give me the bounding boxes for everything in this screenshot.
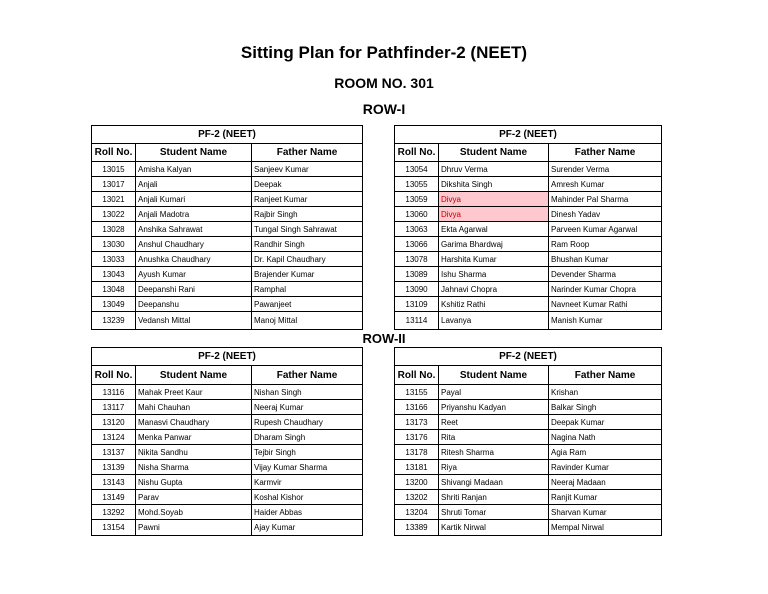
group-header: PF-2 (NEET) — [92, 126, 363, 144]
roll-cell: 13015 — [92, 162, 136, 177]
roll-cell: 13021 — [92, 192, 136, 207]
table-row — [395, 312, 662, 330]
roll-cell: 13292 — [92, 505, 136, 520]
group-header: PF-2 (NEET) — [395, 126, 662, 144]
student-name-cell: Nikita Sandhu — [136, 445, 252, 460]
table-row — [395, 385, 662, 400]
student-name-cell: Vedansh Mittal — [136, 312, 252, 330]
student-name-cell: Ishu Sharma — [439, 267, 549, 282]
student-name-cell: Manasvi Chaudhary — [136, 415, 252, 430]
roll-cell: 13173 — [395, 415, 439, 430]
table-row — [92, 415, 363, 430]
table-row — [395, 297, 662, 312]
father-name-cell: Ravinder Kumar — [549, 460, 662, 475]
roll-cell: 13154 — [92, 520, 136, 536]
father-name-cell: Pawanjeet — [252, 297, 363, 312]
roll-cell: 13178 — [395, 445, 439, 460]
father-name-cell: Devender Sharma — [549, 267, 662, 282]
student-name-cell: Harshita Kumar — [439, 252, 549, 267]
student-header: Student Name — [136, 366, 252, 385]
table-row — [395, 460, 662, 475]
table-row — [92, 312, 363, 330]
table-row — [92, 520, 363, 536]
table-row — [395, 445, 662, 460]
table-row — [92, 475, 363, 490]
student-name-cell: Priyanshu Kadyan — [439, 400, 549, 415]
table-row — [92, 252, 363, 267]
table-row — [92, 222, 363, 237]
father-name-cell: Dr. Kapil Chaudhary — [252, 252, 363, 267]
student-name-cell: Ritesh Sharma — [439, 445, 549, 460]
father-name-cell: Mempal Nirwal — [549, 520, 662, 536]
group-header: PF-2 (NEET) — [92, 348, 363, 366]
father-name-cell: Dharam Singh — [252, 430, 363, 445]
roll-cell: 13028 — [92, 222, 136, 237]
table-row — [92, 162, 363, 177]
roll-cell: 13059 — [395, 192, 439, 207]
roll-cell: 13143 — [92, 475, 136, 490]
father-name-cell: Navneet Kumar Rathi — [549, 297, 662, 312]
student-name-cell: Anushka Chaudhary — [136, 252, 252, 267]
student-name-cell: Garima Bhardwaj — [439, 237, 549, 252]
father-name-cell: Sanjeev Kumar — [252, 162, 363, 177]
table-row — [395, 177, 662, 192]
student-name-cell: Kshitiz Rathi — [439, 297, 549, 312]
father-name-cell: Brajender Kumar — [252, 267, 363, 282]
roll-cell: 13120 — [92, 415, 136, 430]
father-name-cell: Karmvir — [252, 475, 363, 490]
student-name-cell: Nisha Sharma — [136, 460, 252, 475]
father-name-cell: Vijay Kumar Sharma — [252, 460, 363, 475]
father-name-cell: Manoj Mittal — [252, 312, 363, 330]
roll-header: Roll No. — [92, 144, 136, 162]
table-row — [395, 162, 662, 177]
table-row — [92, 192, 363, 207]
father-name-cell: Surender Verma — [549, 162, 662, 177]
student-name-cell: Deepanshu — [136, 297, 252, 312]
student-name-cell: Shriti Ranjan — [439, 490, 549, 505]
student-name-cell: Lavanya — [439, 312, 549, 330]
roll-cell: 13089 — [395, 267, 439, 282]
student-name-cell: Menka Panwar — [136, 430, 252, 445]
table-row — [395, 490, 662, 505]
table-row — [395, 237, 662, 252]
table-row — [92, 490, 363, 505]
father-name-cell: Rajbir Singh — [252, 207, 363, 222]
seating-table-row1-right — [394, 125, 662, 330]
student-name-cell: Pawni — [136, 520, 252, 536]
student-name-cell: Divya — [439, 192, 549, 207]
father-name-cell: Krishan — [549, 385, 662, 400]
father-name-cell: Koshal Kishor — [252, 490, 363, 505]
father-name-cell: Ram Roop — [549, 237, 662, 252]
roll-cell: 13139 — [92, 460, 136, 475]
room-number: ROOM NO. 301 — [334, 75, 434, 91]
table-row — [92, 460, 363, 475]
roll-cell: 13063 — [395, 222, 439, 237]
roll-cell: 13055 — [395, 177, 439, 192]
student-name-cell: Mahak Preet Kaur — [136, 385, 252, 400]
father-name-cell: Deepak — [252, 177, 363, 192]
table-row — [92, 400, 363, 415]
table-row — [92, 430, 363, 445]
roll-cell: 13176 — [395, 430, 439, 445]
row-label-2: ROW-II — [362, 331, 406, 346]
table-row — [395, 282, 662, 297]
student-name-cell: Reet — [439, 415, 549, 430]
father-name-cell: Balkar Singh — [549, 400, 662, 415]
table-row — [92, 267, 363, 282]
father-name-cell: Ranjeet Kumar — [252, 192, 363, 207]
roll-cell: 13204 — [395, 505, 439, 520]
roll-cell: 13090 — [395, 282, 439, 297]
father-name-cell: Neeraj Kumar — [252, 400, 363, 415]
father-name-cell: Randhir Singh — [252, 237, 363, 252]
father-name-cell: Manish Kumar — [549, 312, 662, 330]
roll-header: Roll No. — [395, 366, 439, 385]
table-row — [92, 282, 363, 297]
student-header: Student Name — [439, 144, 549, 162]
student-name-cell: Dhruv Verma — [439, 162, 549, 177]
student-name-cell: Deepanshi Rani — [136, 282, 252, 297]
table-row — [92, 237, 363, 252]
student-name-cell: Anshika Sahrawat — [136, 222, 252, 237]
student-name-cell: Divya — [439, 207, 549, 222]
father-name-cell: Parveen Kumar Agarwal — [549, 222, 662, 237]
student-header: Student Name — [439, 366, 549, 385]
table-row — [395, 222, 662, 237]
student-name-cell: Anjali — [136, 177, 252, 192]
roll-header: Roll No. — [92, 366, 136, 385]
student-name-cell: Mohd.Soyab — [136, 505, 252, 520]
roll-cell: 13022 — [92, 207, 136, 222]
student-name-cell: Dikshita Singh — [439, 177, 549, 192]
student-name-cell: Amisha Kalyan — [136, 162, 252, 177]
table-row — [395, 505, 662, 520]
father-name-cell: Mahinder Pal Sharma — [549, 192, 662, 207]
father-header: Father Name — [549, 144, 662, 162]
roll-cell: 13149 — [92, 490, 136, 505]
table-row — [395, 267, 662, 282]
table-row — [395, 520, 662, 536]
father-name-cell: Tungal Singh Sahrawat — [252, 222, 363, 237]
roll-cell: 13181 — [395, 460, 439, 475]
father-name-cell: Nagina Nath — [549, 430, 662, 445]
group-header: PF-2 (NEET) — [395, 348, 662, 366]
father-name-cell: Neeraj Madaan — [549, 475, 662, 490]
roll-cell: 13049 — [92, 297, 136, 312]
row-label-1: ROW-I — [362, 101, 406, 117]
student-name-cell: Shivangi Madaan — [439, 475, 549, 490]
page-title: Sitting Plan for Pathfinder-2 (NEET) — [240, 43, 528, 62]
roll-cell: 13060 — [395, 207, 439, 222]
father-name-cell: Sharvan Kumar — [549, 505, 662, 520]
roll-cell: 13166 — [395, 400, 439, 415]
table-row — [395, 252, 662, 267]
father-name-cell: Narinder Kumar Chopra — [549, 282, 662, 297]
student-name-cell: Nishu Gupta — [136, 475, 252, 490]
roll-cell: 13200 — [395, 475, 439, 490]
table-row — [395, 400, 662, 415]
father-name-cell: Bhushan Kumar — [549, 252, 662, 267]
student-name-cell: Anjali Madotra — [136, 207, 252, 222]
father-header: Father Name — [252, 366, 363, 385]
roll-cell: 13054 — [395, 162, 439, 177]
table-row — [92, 385, 363, 400]
father-name-cell: Agia Ram — [549, 445, 662, 460]
father-name-cell: Tejbir Singh — [252, 445, 363, 460]
father-name-cell: Amresh Kumar — [549, 177, 662, 192]
student-name-cell: Anshul Chaudhary — [136, 237, 252, 252]
table-row — [92, 505, 363, 520]
student-name-cell: Payal — [439, 385, 549, 400]
father-name-cell: Nishan Singh — [252, 385, 363, 400]
father-name-cell: Ajay Kumar — [252, 520, 363, 536]
roll-cell: 13048 — [92, 282, 136, 297]
father-name-cell: Rupesh Chaudhary — [252, 415, 363, 430]
roll-cell: 13116 — [92, 385, 136, 400]
father-name-cell: Dinesh Yadav — [549, 207, 662, 222]
table-row — [395, 475, 662, 490]
roll-cell: 13202 — [395, 490, 439, 505]
student-name-cell: Anjali Kumari — [136, 192, 252, 207]
table-row — [92, 177, 363, 192]
roll-cell: 13043 — [92, 267, 136, 282]
table-row — [395, 207, 662, 222]
student-name-cell: Ayush Kumar — [136, 267, 252, 282]
roll-cell: 13033 — [92, 252, 136, 267]
father-name-cell: Ranjit Kumar — [549, 490, 662, 505]
roll-cell: 13017 — [92, 177, 136, 192]
roll-cell: 13117 — [92, 400, 136, 415]
father-name-cell: Ramphal — [252, 282, 363, 297]
student-name-cell: Kartik Nirwal — [439, 520, 549, 536]
roll-cell: 13155 — [395, 385, 439, 400]
seating-table-row2-left — [91, 347, 363, 536]
table-row — [395, 430, 662, 445]
roll-cell: 13066 — [395, 237, 439, 252]
roll-cell: 13137 — [92, 445, 136, 460]
roll-header: Roll No. — [395, 144, 439, 162]
roll-cell: 13114 — [395, 312, 439, 330]
roll-cell: 13124 — [92, 430, 136, 445]
table-row — [395, 192, 662, 207]
roll-cell: 13078 — [395, 252, 439, 267]
roll-cell: 13030 — [92, 237, 136, 252]
roll-cell: 13239 — [92, 312, 136, 330]
father-header: Father Name — [549, 366, 662, 385]
roll-cell: 13109 — [395, 297, 439, 312]
table-row — [92, 297, 363, 312]
student-name-cell: Ekta Agarwal — [439, 222, 549, 237]
table-row — [92, 445, 363, 460]
roll-cell: 13389 — [395, 520, 439, 536]
seating-table-row2-right — [394, 347, 662, 536]
student-name-cell: Parav — [136, 490, 252, 505]
table-row — [395, 415, 662, 430]
student-name-cell: Rita — [439, 430, 549, 445]
student-name-cell: Jahnavi Chopra — [439, 282, 549, 297]
student-name-cell: Riya — [439, 460, 549, 475]
student-header: Student Name — [136, 144, 252, 162]
father-name-cell: Haider Abbas — [252, 505, 363, 520]
seating-table-row1-left — [91, 125, 363, 330]
father-header: Father Name — [252, 144, 363, 162]
student-name-cell: Shruti Tomar — [439, 505, 549, 520]
father-name-cell: Deepak Kumar — [549, 415, 662, 430]
table-row — [92, 207, 363, 222]
student-name-cell: Mahi Chauhan — [136, 400, 252, 415]
